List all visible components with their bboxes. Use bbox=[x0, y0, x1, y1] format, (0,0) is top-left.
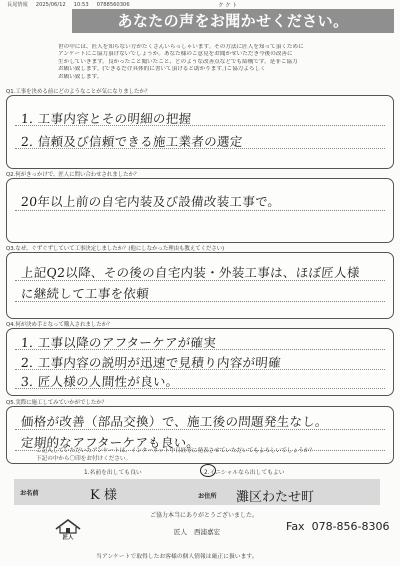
question-5-answer-line: 価格が改善（部品交換）で、施工後の問題発生なし。 bbox=[20, 414, 329, 429]
area-value: 灘区わたせ町 bbox=[236, 490, 315, 505]
intro-line: お願い致します。 bbox=[58, 73, 103, 80]
page-title: あなたの声をお聞かせください。 bbox=[72, 9, 394, 33]
question-4-answer-line: 3. 匠人様の人間性が良い。 bbox=[20, 374, 180, 389]
question-4-label: Q4.何が決め手となって購入されましたか？ bbox=[6, 322, 113, 328]
question-4-answer-line: 2. 工事内容の説明が迅速で見積り内容が明確 bbox=[20, 355, 282, 370]
company-logo bbox=[48, 517, 88, 543]
consent-question: ご記入していただいたアンケートは、インターネット中日経等に発表させていただいてもよろしいでしょうか？ bbox=[36, 448, 315, 454]
company-info bbox=[174, 527, 227, 536]
question-5-answer-line: 定期的なアフターケアも良い。 bbox=[20, 435, 200, 450]
fax-time: 10:53 bbox=[73, 2, 89, 8]
question-2-label: Q2.何がきっかけで、匠人に問い合わせされましたか？ bbox=[6, 172, 140, 178]
intro-line: 世の中には、匠人を知らない方がたくさんいらっしゃいます。その方法に匠人を知って頂くために bbox=[58, 44, 304, 50]
name-label: お名前 bbox=[20, 490, 39, 497]
consent-option-1[interactable]: 1.名前を出しても良い bbox=[84, 470, 142, 476]
intro-line: お願い致します。(できるだけ具体的に書いて頂けると助かります。)ご協力よろしく bbox=[58, 66, 266, 73]
selected-option-circle bbox=[200, 464, 216, 477]
title-ruby: ククト bbox=[218, 3, 240, 9]
area-label: お住所 bbox=[198, 493, 217, 500]
fax-label: Fax bbox=[286, 520, 305, 533]
question-5-label: Q5.実際に施工してみていかがでしたか？ bbox=[6, 400, 108, 406]
thanks-message: ご協力本当にありがとうございました。 bbox=[150, 512, 259, 519]
privacy-note: 当アンケートで取得したお客様の個人情報は厳正に扱います。 bbox=[96, 554, 258, 560]
question-1-answer-box bbox=[6, 95, 394, 169]
question-1-label: Q1.工事を決める前にどのようなことが気になりましたか？ bbox=[6, 89, 151, 95]
question-2-answer-line: 20年以上前の自宅内装及び設備改装工事で。 bbox=[20, 194, 281, 209]
fax-value: 078-856-8306 bbox=[311, 520, 390, 533]
question-3-answer-box bbox=[6, 252, 394, 319]
logo-text: 匠人 bbox=[62, 535, 74, 541]
company-staff: 西浦嘉宏 bbox=[194, 528, 220, 536]
fax-header-meta bbox=[7, 1, 138, 8]
question-2-answer-box bbox=[6, 178, 394, 243]
company-name: 匠人 bbox=[174, 528, 187, 536]
question-4-answer-box bbox=[6, 328, 394, 396]
fax-number bbox=[286, 520, 390, 533]
question-1-answer-line: 1. 工事内容とその明細の把握 bbox=[20, 111, 192, 126]
fax-date: 2025/06/12 bbox=[35, 2, 66, 8]
question-3-label: Q3.なぜ、ぐずぐずしていて工事決定しましたか？(他にしなかった理由も教えてください) bbox=[6, 246, 225, 252]
intro-line: アンケートにご協力頂けないでしょうか。あなた様のご意見をお聞かせいただき今後の改善に bbox=[58, 51, 293, 58]
ruled-line bbox=[15, 210, 385, 211]
consent-instruction: 下記の中から〇印をお付けください。 bbox=[36, 456, 132, 462]
fax-id: 0788560306 bbox=[96, 2, 130, 8]
question-3-answer-line: 上記Q2以降、その後の自宅内装・外装工事は、ほぼ匠人様 bbox=[20, 265, 361, 280]
question-4-answer-line: 1. 工事以降のアフターケアが確実 bbox=[20, 335, 217, 350]
question-1-answer-line: 2. 信頼及び信頼できる施工業者の選定 bbox=[20, 134, 244, 149]
intro-line: 生かしていきます。良かったこと聞いたこと、どのような改善点などでも結構です。是非ご協力 bbox=[58, 58, 298, 65]
intro-text bbox=[58, 44, 394, 81]
name-value: K 様 bbox=[90, 488, 117, 503]
fax-meta-label: 長尾情報 bbox=[7, 2, 28, 8]
consent-option-2[interactable]: 2.イニシャルなら出してもよい bbox=[204, 470, 285, 476]
question-3-answer-line: に継続して工事を依頼 bbox=[20, 286, 150, 301]
signature-area bbox=[14, 479, 380, 505]
